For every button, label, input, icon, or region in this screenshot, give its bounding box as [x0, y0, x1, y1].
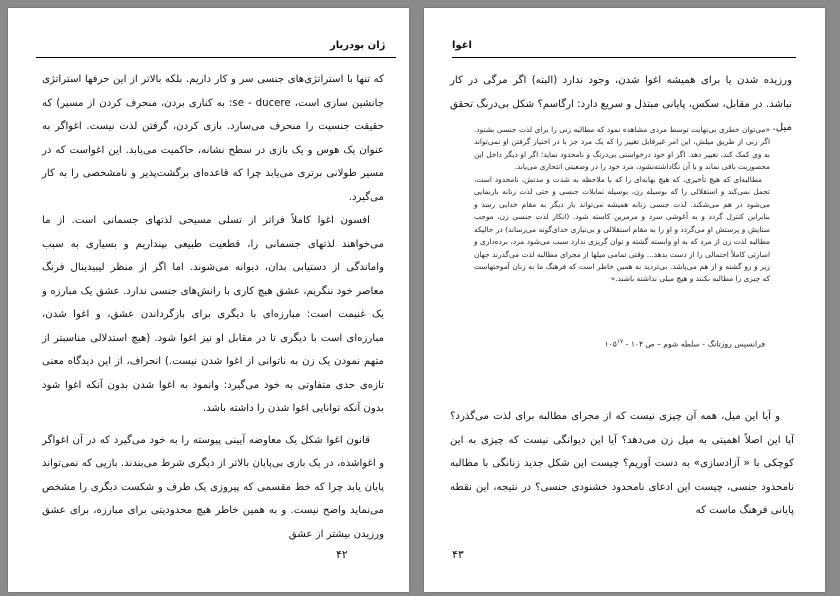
quote-paragraph: «می‌توان خطری بی‌نهایت توسط مردی مشاهده نمود که مطالبه زنی را برای لذت جنسی بشنود. اگر زنی از طریق میلش، این امر غیرقابل تغییر را که یک مرد جز با در اختیار گرفتن او نمی‌تواند به وی کمک کند، تغییر دهد. اگر او خود درخواستی بی‌درنگ و نامحدود نماید؛ اگر او دیگر داخل این محصوریت باقی نماند و با آن نگاداشته‌نشود، مرد خود را در وضعیتی انتحاری می‌یابد.: [474, 125, 770, 172]
header-rule: [36, 57, 396, 58]
body-paragraph: افسون اغوا کاملاً فراتر از تسلی مسیحی لذتهای جسمانی است. از ما می‌خواهند لذتهای جسمانی را، قطعیت طبیعی بپنداریم و بسیاری به سبب واماندگی از دستیابی بدان، دیوانه می‌شوند. اما اگر از منظر لیبیدینال فرنگ معاصر خود ننگریم، عشق هیچ کاری با رانش‌های جنسی ندارد. عشق یک مبارزه و یک غنیمت است: مبارزه‌ای با دیگری برای بازگرداندن عشق، و اغوا شدن، مبارزه‌ای است با دیگری تا در مقابل او نیز اغوا شود. (هیچ استدلالی مناسبتر از متهم نمودن یک زن به ناتوانی از اغوا شدن نیست.) انحراف، از این دیدگاه معنی تازه‌ی حدی متفاوتی به خود می‌گیرد: وانمود به اغوا شدن بدون آنکه اغوا شود بدون آنکه توانایی اغوا شدن را داشته باشد.: [42, 215, 384, 414]
citation-text: فرانسیس روزتانگ - سلطه شوم – ص ۱۰۴ - ۱۰۵: [604, 339, 765, 349]
body-paragraph: ورزیده شدن یا برای همیشه اغوا شدن، وجود ندارد (البته) اگر مرگی در کار نباشد. در مقابل، سکس، پایانی مبتذل و سریع دارد: ارگاسم؟ شکل بی‌درنگ تحقق میل.: [450, 75, 792, 133]
footnote-marker: ۱۷: [616, 338, 624, 345]
right-body-text: [450, 405, 794, 523]
left-body-text: [42, 68, 384, 546]
right-page: [424, 8, 825, 592]
body-paragraph: که تنها با استراتژی‌های جنسی سر و کار داریم. بلکه بالاتر از این حرفها استراتژی جانشین سازی است، se - ducere: به کناری بردن، منحرف کردن از مسیر) که حقیقت جنسیت را منحرف می‌سازد. بازی کردن، گرفتن لذت نیست. اغواگر به عنوان یک هوس و یک بازی در سطح نشانه، حاکمیت می‌یابد. این اغواست که در مسیر طولانی برتری می‌یابد چرا که قاعده‌ای برگشت‌پذیر و نامشخصی را به کار می‌گیرد.: [42, 74, 384, 203]
block-quote: [474, 124, 770, 286]
left-page: [8, 8, 409, 592]
quote-paragraph: مطالبه‌ای که هیچ تأخیری، که هیچ بهانه‌ای را که با ملاحظه به شدت و مدتش، نامحدود است، تحمل نمی‌کند و استقلالی را که بوسیله زن، بوسیله تمایلات جنسی و حتی لذت زنانه بازنمایی می‌شود در هم می‌شکند. لذت جنسی زنانه همیشه می‌تواند بار دیگر به مقام خدایی رسد و بنابراین کنترل گردد و به آغوشی سرد و مرمرین کاسته شود. (انکار لذت جنسی زن، موجب ستایش و پرستش او می‌گردد و او را به مقام استقلالی و بی‌نیازی خدای‌گونه می‌رساند) در حالیکه مطالبه لذت زن از مرد که به او وابسته گشته و توان گریزی ندارد سبب می‌شود مرد، برده‌داری و اسارتی کاملاً احتمالی را از دست بدهد... وقتی تمامی میلها از مجرای مطالبه لذت می‌گذرند جهان زیر و رو گشته و از هم می‌پاشد. بی‌تردید به همین خاطر است که فرهنگ ما به زنان آموختهاست که چیزی را مطالبه نکنند و هیچ میلی نداشته باشند.»: [474, 174, 770, 284]
running-head-title: اغوا: [452, 40, 472, 51]
page-number: ۴۲: [336, 548, 348, 561]
quote-citation: [605, 338, 765, 349]
page-number: ۴۳: [452, 548, 464, 561]
body-paragraph: و آیا این میل، همه آن چیزی نیست که از مجرای مطالبه برای لذت می‌گذرد؟ آیا این اصلاً اهمیتی به میل زن می‌دهد؟ آیا این دیوانگی نیست که چیزی به این کوچکی با « آزادسازی» به دست آوریم؟ چیست این شکل جدید زنانگی با مطالبه نامحدود جنسی، چیست این ادعای نامحدود خشنودی جنسی؟ در نتیجه، این نقطه پایانی فرهنگ ماست که: [450, 411, 794, 516]
running-head-author: ژان بودریار: [330, 40, 386, 51]
body-paragraph: قانون اغوا شکل یک معاوضه آیینی پیوسته را به خود می‌گیرد که در آن اغواگر و اغواشده، در یک بازی بی‌پایان بالاتر از دیگری شرط می‌بندند. بازیی که نمی‌تواند پایان یابد چرا که خط مقسمی که پیروزی یک طرف و شکست دیگری را مشخص می‌نماید واضح نیست. و به همین خاطر هیچ محدودیتی برای مبارزه، برای عشق ورزیدن بیشتر از عشق: [42, 434, 384, 540]
header-rule: [452, 57, 796, 58]
